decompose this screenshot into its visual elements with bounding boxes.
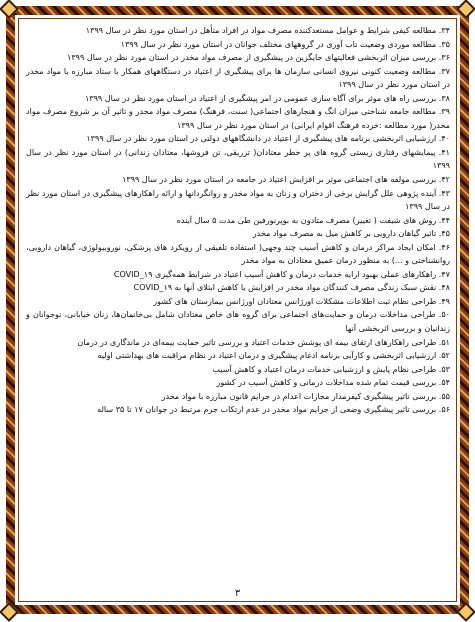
list-item: ۵۳. طراحی نظام پایش و ارزشیابی خدمات درمان اعتیاد و کاهش آسیب (212, 364, 450, 374)
list-item: ۴۲. بررسی مولفه های اجتماعی موثر بر افزایش اعتیاد در جامعه در استان مورد نظر در سال ۱۳۹۹ (122, 175, 450, 185)
list-item: ۴۵. تاثیر گیاهان دارویی بر کاهش میل به مصرف مواد مخدر (252, 229, 450, 239)
page-number: ۳ (234, 588, 241, 599)
list-item: ۳۹. مطالعه جامعه شناختی میزان انگ و هنجارهای اجتماعی( سنت، فرهنگ) مصرف مواد مخدر و تاثیر آن بر شروع مصرف مواد مخدر( مورد مطالعه :خرده فرهنگ اقوام ایرانی) در استان مورد نظر در سال ۱۳۹۹ (26, 107, 450, 130)
list-item: ۴۴. روش های شیفت ( تغییر) مصرف متادون به بوپرنورفین طی مدت ۵ سال آینده (176, 215, 450, 225)
list-item: ۴۳. آینده پژوهی علل گرایش برخی از دختران و زنان به مواد مخدر و روانگردانها و ارائه راهکارهای پیشگیری در استان مورد نظر در سال ۱۳۹۹ (26, 188, 450, 212)
list-item: ۵۵. بررسی تاثیر پیشگیری کیفرمدار مجازات اعدام در جرایم قانون مبارزه با مواد مخدر (161, 391, 450, 401)
list-item: ۴۱. پیمایشهای رفتاری زیستی گروه های پر خطر معتادان( تزریقی، تن فروشها، معتادان زندانی) در استان مورد نظر در سال ۱۳۹۹ (26, 147, 450, 171)
list-item: ۳۴. مطالعه کیفی شرایط و عوامل مستعدکننده مصرف مواد در افراد متأهل در استان مورد نظر در سال ۱۳۹۹ (85, 26, 450, 35)
research-topics-list (26, 24, 450, 584)
list-item: ۴۹. طراحی نظام ثبت اطلاعات مشکلات اورژانس معتادان اورژانس بیمارستان های کشور (153, 296, 450, 306)
list-item: ۳۸. بررسی راه های موثر برای آگاه سازی عمومی در امر پیشگیری از اعتیاد در استان مورد نظر در سال ۱۳۹۹ (84, 93, 450, 103)
list-item: ۴۶. امکان ایجاد مراکز درمان و کاهش آسیب چند وجهی( استفاده تلفیقی از رویکرد های پزشکی، نوروبیولوژی، گیاهان دارویی، روانشناختی و ...) به منظور درمان عمیق معتادان به مواد مخدر (26, 242, 450, 266)
list-item: ۴۰. ارزشیابی اثربخشی برنامه های پیشگیری از اعتیاد در دانشگاههای دولتی در استان مورد نظر در سال ۱۳۹۹ (86, 134, 450, 144)
list-item: ۴۸. نقش سبک زندگی مصرف کنندگان مواد مخدر در افزایش یا کاهش ابتلای آنها به COVID_۱۹ (133, 283, 450, 293)
list-item: ۵۶. بررسی تاثیر پیشگیری وضعی از جرایم مواد مخدر در عدم ارتکاب جرم مرتبط در جوانان ۱۷ تا ۳۵ ساله (97, 405, 450, 415)
list-item: ۳۵. مطالعه موردی وضعیت تاب آوری در گروههای مختلف جوانان در استان مورد نظر در سال ۱۳۹۹ (120, 39, 450, 49)
list-item: ۵۲. ارزشیابی اثربخشی و کارآیی برنامه ادغام پیشگیری و درمان اعتیاد در نظام مراقبت های بهداشتی اولیه (97, 351, 450, 361)
list-item: ۵۰. طراحی مداخلات درمان و حمایت‌های اجتماعی برای گروه های خاص معتادان شامل بی‌خانمان‌ها، زنان خیابانی، نوجوانان و زندانیان و بررسی اثربخشی آنها (26, 310, 450, 334)
list-item: ۵۱. طراحی راهکارهای ارتقای بیمه ای پوشش خدمات اعتیاد و بررسی تاثیر حمایت بیمه‌ای در ماندگاری در درمان (77, 337, 450, 347)
list-item: ۵۴. بررسی قیمت تمام شده مداخلات درمانی و کاهش آسیب در کشور (216, 378, 450, 388)
list-item: ۴۷. راهکارهای عملی بهبود ارایه خدمات درمان و کاهش آسیب اعتیاد در شرایط همه‌گیری COVID_۱۹ (113, 269, 450, 279)
list-item: ۳۶. بررسی میزان اثربخشی فعالیتهای جایگزین در پیشگیری از مصرف مواد مخدر در استان مورد نظر در سال ۱۳۹۹ (67, 53, 450, 63)
list-item: ۳۷. مطالعه وضعیت کنونی نیروی انسانی سازمان ها برای پیشگیری از اعتیاد در دستگاههای همکار با ستاد مبارزه با مواد مخدر در استان مورد نظر در سال ۱۳۹۹ (26, 66, 450, 90)
